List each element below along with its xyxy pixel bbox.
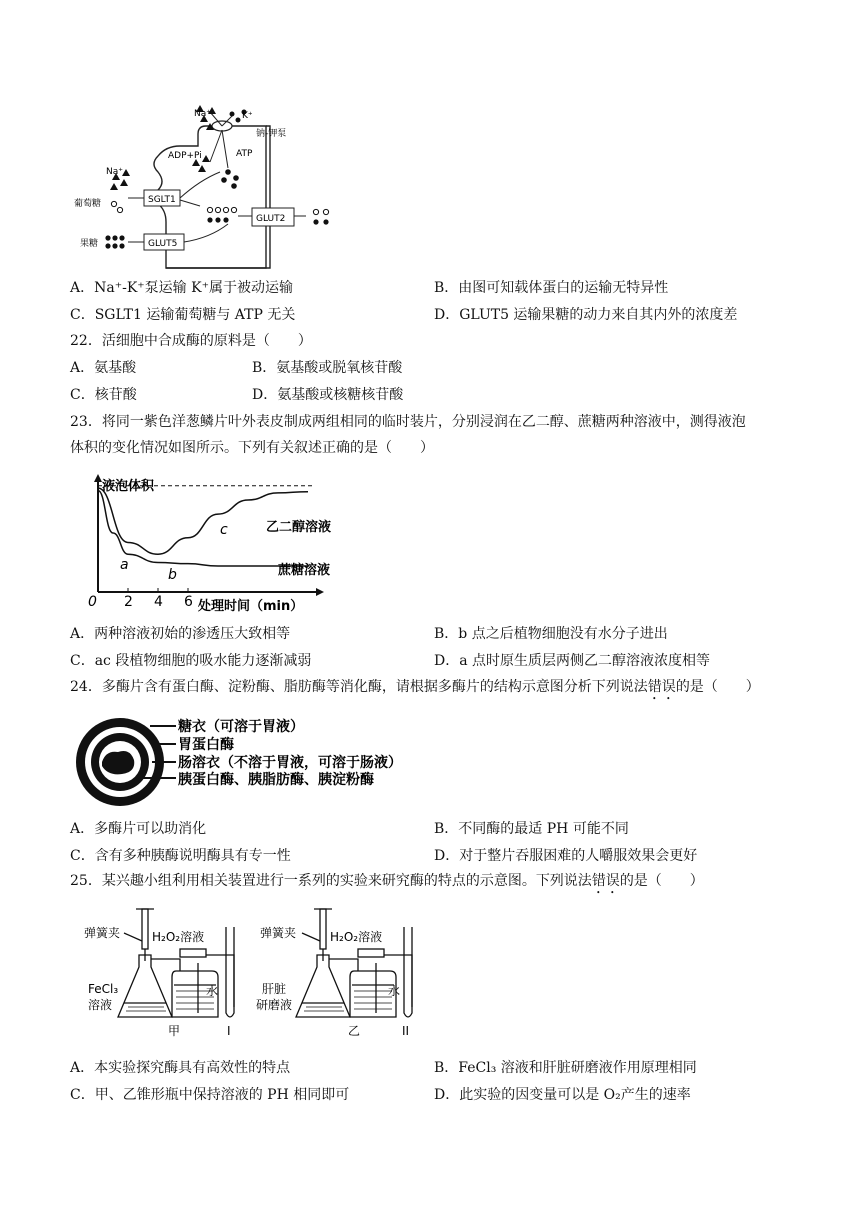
multienzyme-tablet-diagram: [72, 712, 432, 810]
q23-stem-line1: 23．将同一紫色洋葱鳞片叶外表皮制成两组相同的临时装片，分别浸润在乙二醇、蔗糖两种溶液中，测得液泡: [70, 414, 746, 430]
q21-option-d: D．GLUT5 运输果糖的动力来自其内外的浓度差: [434, 307, 738, 323]
q23-option-c: C．ac 段植物细胞的吸水能力逐渐减弱: [70, 653, 312, 669]
q22-stem: 22．活细胞中合成酶的原料是（ ）: [70, 333, 312, 349]
tablet-label-enteric-coat: 肠溶衣（不溶于胃液，可溶于肠液）: [178, 755, 402, 771]
chart-xlabel: 处理时间（min）: [198, 599, 304, 614]
q22-option-b: B．氨基酸或脱氧核苷酸: [252, 360, 403, 376]
annotation-c: c: [220, 522, 228, 538]
liver-label-2: 研磨液: [256, 998, 293, 1012]
tube-label-2: II: [402, 1024, 410, 1038]
tube-label-1: I: [227, 1024, 231, 1038]
series-label-ethylene-glycol: 乙二醇溶液: [266, 520, 332, 535]
fructose-label: 果糖: [80, 239, 99, 249]
clamp-label-2: 弹簧夹: [260, 926, 297, 940]
h2o2-label-1: H₂O₂溶液: [152, 930, 205, 944]
na-label-left: Na⁺: [106, 167, 123, 177]
q24-option-c: C．含有多种胰酶说明酶具有专一性: [70, 848, 291, 864]
q24-option-d: D．对于整片吞服困难的人嚼服效果会更好: [434, 848, 698, 864]
fecl3-label-2: 溶液: [88, 998, 113, 1012]
tablet-label-pancreatic: 胰蛋白酶、胰脂肪酶、胰淀粉酶: [178, 772, 374, 788]
annotation-a: a: [120, 557, 129, 573]
h2o2-label-2: H₂O₂溶液: [330, 930, 383, 944]
glucose-label: 葡萄糖: [74, 199, 102, 209]
jia-label: 甲: [168, 1024, 181, 1038]
q24-option-a: A．多酶片可以助消化: [70, 821, 207, 837]
sglt1-label: SGLT1: [148, 195, 176, 205]
vacuole-volume-chart: [80, 470, 370, 615]
q22-option-d: D．氨基酸或核糖核苷酸: [252, 387, 404, 403]
tablet-label-sugar-coat: 糖衣（可溶于胃液）: [178, 719, 304, 735]
glut2-label: GLUT2: [256, 214, 286, 224]
q25-option-d: D．此实验的因变量可以是 O₂产生的速率: [434, 1087, 691, 1103]
q21-option-b: B．由图可知载体蛋白的运输无特异性: [434, 280, 669, 296]
q25-option-a: A．本实验探究酶具有高效性的特点: [70, 1060, 291, 1076]
chart-x-tick-label: 2: [124, 594, 133, 610]
q22-option-a: A．氨基酸: [70, 360, 137, 376]
q25-option-c: C．甲、乙锥形瓶中保持溶液的 PH 相同即可: [70, 1087, 350, 1103]
q23-option-d: D．a 点时原生质层两侧乙二醇溶液浓度相等: [434, 653, 711, 669]
q22-option-c: C．核苷酸: [70, 387, 137, 403]
water-label-2: 水: [388, 984, 401, 998]
fecl3-label-1: FeCl₃: [88, 982, 119, 996]
annotation-b: b: [168, 567, 177, 583]
atp-label: ATP: [236, 149, 253, 159]
liver-label-1: 肝脏: [262, 982, 287, 996]
tablet-label-pepsin: 胃蛋白酶: [178, 737, 234, 753]
glut5-label: GLUT5: [148, 239, 178, 249]
chart-x-tick-label: 6: [184, 594, 193, 610]
q24-option-b: B．不同酶的最适 PH 可能不同: [434, 821, 629, 837]
clamp-label-1: 弹簧夹: [84, 926, 121, 940]
k-label-top: K⁺: [242, 111, 253, 121]
series-label-sucrose: 蔗糖溶液: [278, 563, 331, 578]
q23-stem-line2: 体积的变化情况如图所示。下列有关叙述正确的是（ ）: [70, 440, 434, 456]
chart-ylabel: 液泡体积: [102, 479, 155, 494]
q25-stem: 25．某兴趣小组利用相关装置进行一系列的实验来研究酶的特点的示意图。下列说法错误的是（ ）: [70, 873, 704, 889]
q23-option-b: B．b 点之后植物细胞没有水分子进出: [434, 626, 668, 642]
q25-emphasis: 错误: [591, 873, 620, 889]
chart-x-arrow: [316, 588, 324, 596]
yi-label: 乙: [348, 1024, 361, 1038]
pump-label: 钠-钾泵: [256, 129, 287, 139]
q24-stem: 24．多酶片含有蛋白酶、淀粉酶、脂肪酶等消化酶，请根据多酶片的结构示意图分析下列说法错误的是（ ）: [70, 679, 760, 695]
adp-label: ADP+Pi: [168, 151, 202, 161]
q21-option-c: C．SGLT1 运输葡萄糖与 ATP 无关: [70, 307, 296, 323]
water-label-1: 水: [206, 984, 219, 998]
chart-x-tick-label: 0: [88, 594, 97, 610]
chart-x-tick-label: 4: [154, 594, 163, 610]
q25-option-b: B．FeCl₃ 溶液和肝脏研磨液作用原理相同: [434, 1060, 697, 1076]
transport-diagram: [70, 100, 350, 275]
na-label-top: Na⁺: [194, 109, 211, 119]
chart-y-arrow: [94, 474, 102, 482]
q21-option-a: A．Na⁺-K⁺泵运输 K⁺属于被动运输: [70, 280, 293, 296]
q23-option-a: A．两种溶液初始的渗透压大致相等: [70, 626, 291, 642]
q24-emphasis: 错误: [647, 679, 676, 695]
apparatus-diagram: [84, 905, 454, 1043]
